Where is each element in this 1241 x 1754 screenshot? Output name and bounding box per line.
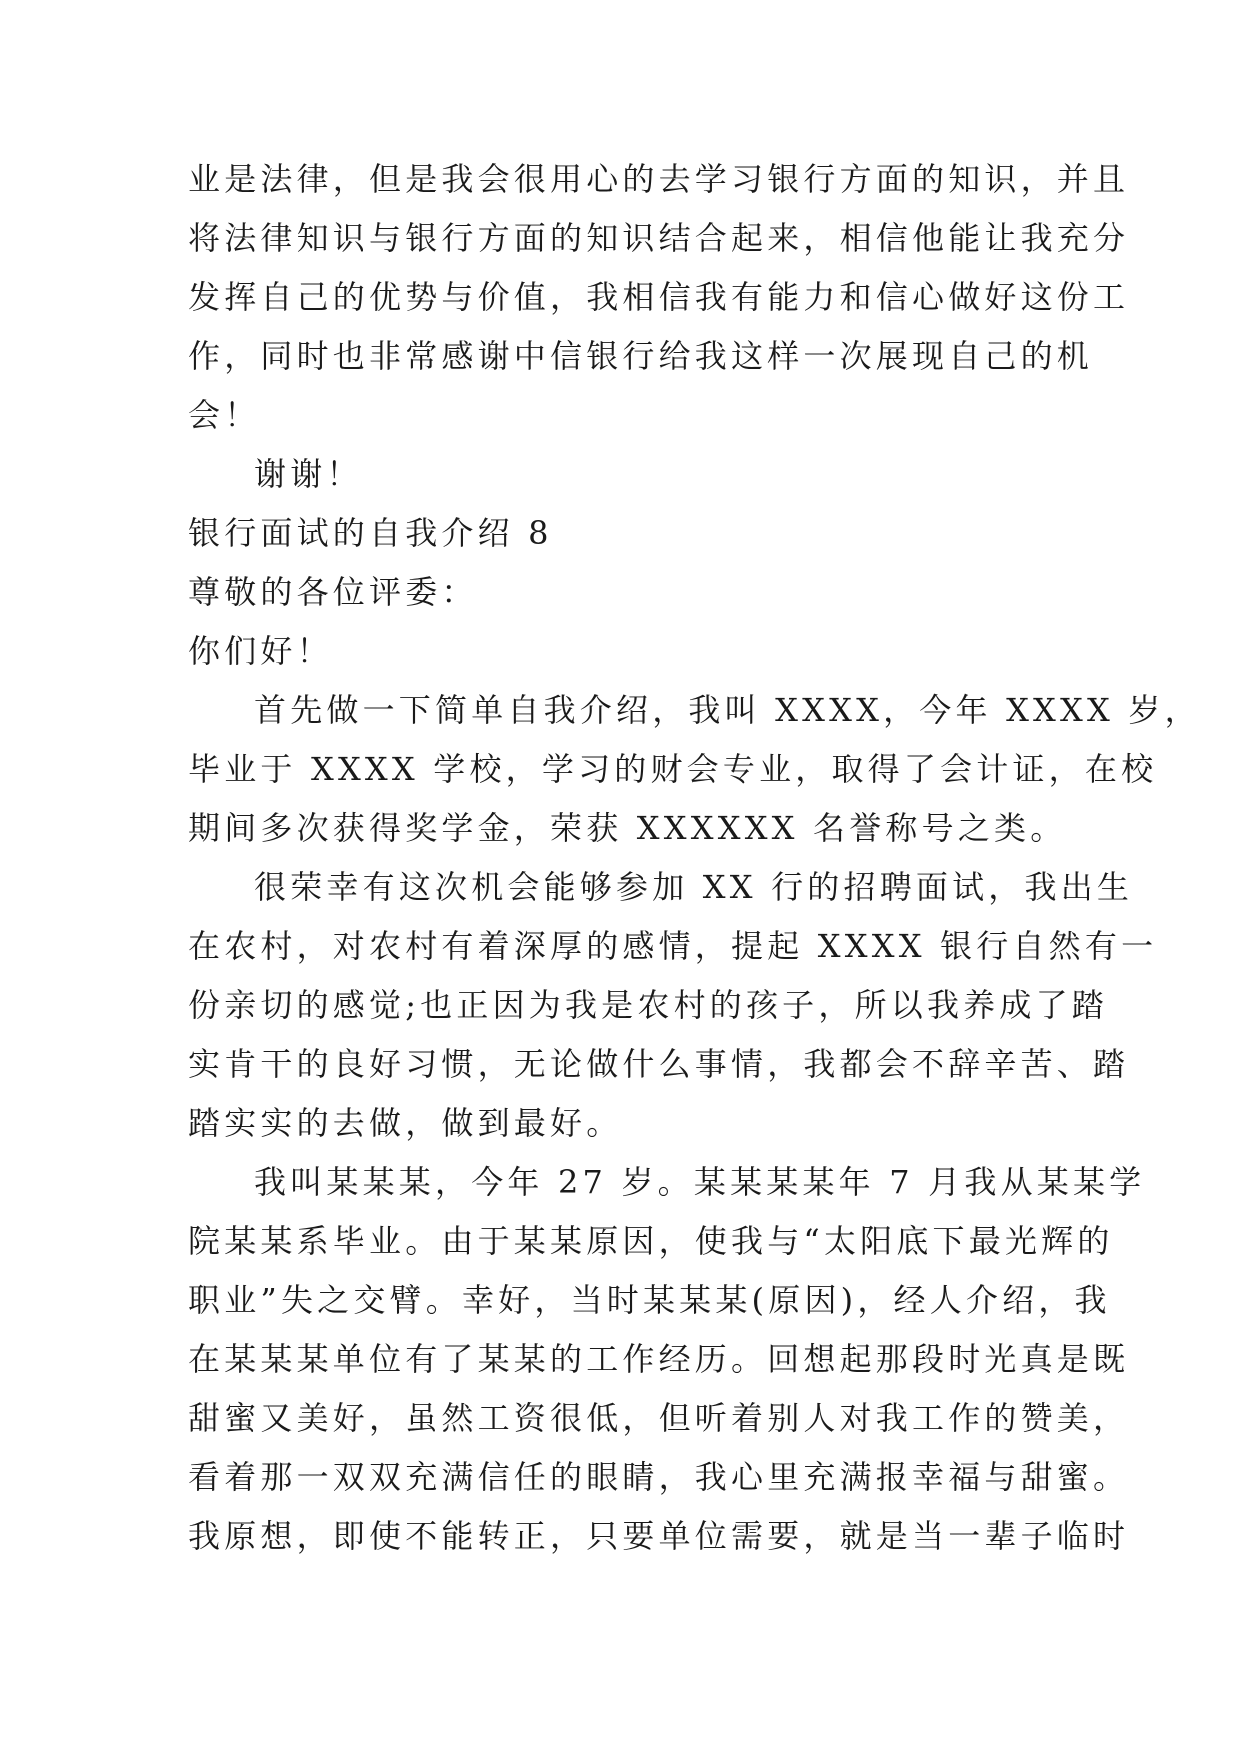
text-line: 作，同时也非常感谢中信银行给我这样一次展现自己的机 (188, 337, 1094, 375)
text-line: 在某某某单位有了某某的工作经历。回想起那段时光真是既 (188, 1340, 1130, 1378)
text-line: 在农村，对农村有着深厚的感情，提起 XXXX 银行自然有一 (188, 927, 1158, 965)
text-line: 份亲切的感觉;也正因为我是农村的孩子，所以我养成了踏 (188, 986, 1108, 1024)
text-line: 谢谢！ (254, 455, 363, 493)
text-line: 职业”失之交臂。幸好，当时某某某(原因)，经人介绍，我 (188, 1281, 1111, 1319)
text-line: 首先做一下简单自我介绍，我叫 XXXX，今年 XXXX 岁， (254, 691, 1201, 729)
text-line: 期间多次获得奖学金，荣获 XXXXXX 名誉称号之类。 (188, 809, 1067, 847)
text-line: 我原想，即使不能转正，只要单位需要，就是当一辈子临时 (188, 1517, 1130, 1555)
text-line: 院某某系毕业。由于某某原因，使我与“太阳底下最光辉的 (188, 1222, 1114, 1260)
greeting: 你们好！ (188, 632, 333, 670)
text-line: 我叫某某某，今年 27 岁。某某某某年 7 月我从某某学 (254, 1163, 1146, 1201)
salutation: 尊敬的各位评委： (188, 573, 478, 611)
section-heading: 银行面试的自我介绍 8 (188, 514, 553, 552)
document-page (188, 150, 1201, 1566)
text-line: 毕业于 XXXX 学校，学习的财会专业，取得了会计证，在校 (188, 750, 1158, 788)
text-line: 实肯干的良好习惯，无论做什么事情，我都会不辞辛苦、踏 (188, 1045, 1130, 1083)
text-line: 看着那一双双充满信任的眼睛，我心里充满报幸福与甜蜜。 (188, 1458, 1130, 1496)
text-line: 会！ (188, 396, 261, 434)
text-line: 将法律知识与银行方面的知识结合起来，相信他能让我充分 (188, 219, 1130, 257)
text-line: 发挥自己的优势与价值，我相信我有能力和信心做好这份工 (188, 278, 1130, 316)
text-line: 业是法律，但是我会很用心的去学习银行方面的知识，并且 (188, 160, 1130, 198)
text-line: 甜蜜又美好，虽然工资很低，但听着别人对我工作的赞美， (188, 1399, 1130, 1437)
text-line: 很荣幸有这次机会能够参加 XX 行的招聘面试，我出生 (254, 868, 1134, 906)
text-line: 踏实实的去做，做到最好。 (188, 1104, 623, 1142)
